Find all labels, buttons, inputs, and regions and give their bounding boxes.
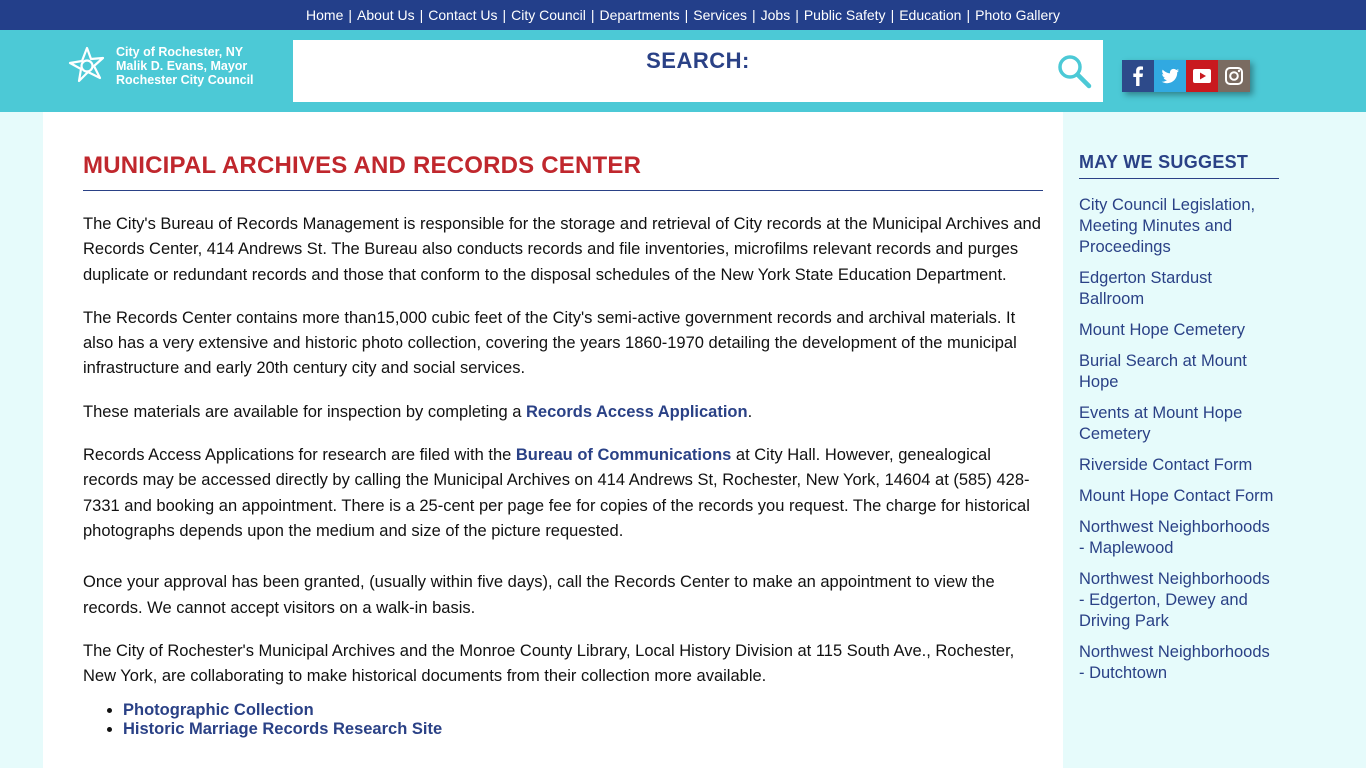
resource-links-list xyxy=(123,701,1043,739)
list-item xyxy=(1079,195,1279,258)
nav-separator: | xyxy=(751,7,756,23)
suggest-mount-hope-events-link[interactable]: Events at Mount Hope Cemetery xyxy=(1079,404,1243,443)
social-links xyxy=(1122,60,1250,92)
text: at City Hall. However, genealogical records may be accessed directly by calling the Municipal Archives on 414 Andrews St, Rochester, New York, 14604 at (585) 428-7331 and booking an appointment. There is a 25-cent per page fee for copies of the records you request. The charge for historical photographs depends upon the medium and size of the picture requested. xyxy=(83,446,1030,540)
text: Records Access Applications for research are filed with the xyxy=(83,446,516,465)
list-item xyxy=(123,720,1043,739)
paragraph-collaboration: The City of Rochester's Municipal Archives and the Monroe County Library, Local History Division at 115 South Ave., Rochester, New York, are collaborating to make historical documents from their collection more available. xyxy=(83,641,1015,686)
suggest-edgerton-dewey-link[interactable]: Northwest Neighborhoods - Edgerton, Dewey and Driving Park xyxy=(1079,570,1270,630)
suggestions-sidebar xyxy=(1079,152,1279,694)
logo-line-city: City of Rochester, NY xyxy=(116,45,244,59)
nav-separator: | xyxy=(502,7,507,23)
suggest-council-legislation-link[interactable]: City Council Legislation, Meeting Minutes and Proceedings xyxy=(1079,196,1256,256)
suggest-dutchtown-link[interactable]: Northwest Neighborhoods - Dutchtown xyxy=(1079,643,1270,682)
sidebar-title: MAY WE SUGGEST xyxy=(1079,152,1279,179)
search-input[interactable] xyxy=(313,78,1033,98)
nav-separator: | xyxy=(966,7,971,23)
nav-separator: | xyxy=(590,7,595,23)
suggestions-list xyxy=(1079,195,1279,684)
facebook-icon[interactable] xyxy=(1122,60,1154,92)
list-item xyxy=(1079,569,1279,632)
article-body xyxy=(83,212,1043,739)
photographic-collection-link[interactable]: Photographic Collection xyxy=(123,701,314,720)
nav-city-council[interactable]: City Council xyxy=(511,7,586,23)
paragraph-applications xyxy=(83,443,1043,544)
suggest-mount-hope-cemetery-link[interactable]: Mount Hope Cemetery xyxy=(1079,321,1245,339)
magnifier-icon[interactable] xyxy=(1055,52,1093,90)
nav-contact-us[interactable]: Contact Us xyxy=(428,7,498,23)
list-item xyxy=(1079,486,1279,507)
paragraph-records-center: The Records Center contains more than15,000 cubic feet of the City's semi-active government records and archival materials. It also has a very extensive and historic photo collection, covering the years 1860-1970 detailing the development of the municipal infrastructure and early 20th century city and social services. xyxy=(83,308,1017,378)
logo-text xyxy=(116,45,254,87)
paragraph-records-management: The City's Bureau of Records Management is responsible for the storage and retrieval of City records at the Municipal Archives and Records Center, 414 Andrews St. The Bureau also conducts records and file inventories, microfilms relevant records and purges duplicate or redundant records and those that conform to the disposal schedules of the New York State Education Department. xyxy=(83,215,1041,284)
list-item xyxy=(123,701,1043,720)
top-nav xyxy=(0,0,1366,30)
nav-separator: | xyxy=(348,7,353,23)
list-item xyxy=(1079,455,1279,476)
suggest-maplewood-link[interactable]: Northwest Neighborhoods - Maplewood xyxy=(1079,518,1270,557)
logo-line-council: Rochester City Council xyxy=(116,73,254,87)
list-item xyxy=(1079,517,1279,559)
instagram-icon[interactable] xyxy=(1218,60,1250,92)
nav-departments[interactable]: Departments xyxy=(599,7,680,23)
records-access-application-link[interactable]: Records Access Application xyxy=(525,402,748,421)
youtube-icon[interactable] xyxy=(1186,60,1218,92)
nav-services[interactable]: Services xyxy=(693,7,747,23)
nav-separator: | xyxy=(419,7,424,23)
suggest-mount-hope-contact-link[interactable]: Mount Hope Contact Form xyxy=(1079,487,1274,505)
list-item xyxy=(1079,320,1279,341)
nav-separator: | xyxy=(890,7,895,23)
text: These materials are available for inspection by completing a xyxy=(83,402,526,421)
nav-photo-gallery[interactable]: Photo Gallery xyxy=(975,7,1060,23)
city-logo[interactable] xyxy=(66,45,254,87)
page-title: MUNICIPAL ARCHIVES AND RECORDS CENTER xyxy=(83,152,1043,191)
list-item xyxy=(1079,351,1279,393)
nav-about-us[interactable]: About Us xyxy=(357,7,415,23)
list-item xyxy=(1079,268,1279,310)
paragraph-approval: Once your approval has been granted, (usually within five days), call the Records Center to make an appointment to view the records. We cannot accept visitors on a walk-in basis. xyxy=(83,573,995,617)
nav-education[interactable]: Education xyxy=(899,7,962,23)
nav-separator: | xyxy=(684,7,689,23)
main-content xyxy=(43,112,1063,768)
text: . xyxy=(747,402,753,421)
suggest-riverside-contact-link[interactable]: Riverside Contact Form xyxy=(1079,456,1253,474)
nav-separator: | xyxy=(795,7,799,23)
nav-public-safety[interactable]: Public Safety xyxy=(803,7,886,23)
rochester-flower-logo-icon xyxy=(66,45,108,87)
bureau-of-communications-link[interactable]: Bureau of Communications xyxy=(515,446,732,465)
list-item xyxy=(1079,403,1279,445)
suggest-burial-search-link[interactable]: Burial Search at Mount Hope xyxy=(1079,352,1247,391)
historic-marriage-records-link[interactable]: Historic Marriage Records Research Site xyxy=(123,720,443,739)
nav-jobs[interactable]: Jobs xyxy=(760,7,791,23)
logo-line-mayor: Malik D. Evans, Mayor xyxy=(116,59,248,73)
twitter-icon[interactable] xyxy=(1154,60,1186,92)
site-header xyxy=(0,30,1366,112)
list-item xyxy=(1079,642,1279,684)
suggest-stardust-ballroom-link[interactable]: Edgerton Stardust Ballroom xyxy=(1079,269,1212,308)
search-box xyxy=(293,40,1103,102)
paragraph-inspection xyxy=(83,400,1043,425)
nav-home[interactable]: Home xyxy=(306,7,344,23)
search-label: SEARCH: xyxy=(646,48,750,73)
